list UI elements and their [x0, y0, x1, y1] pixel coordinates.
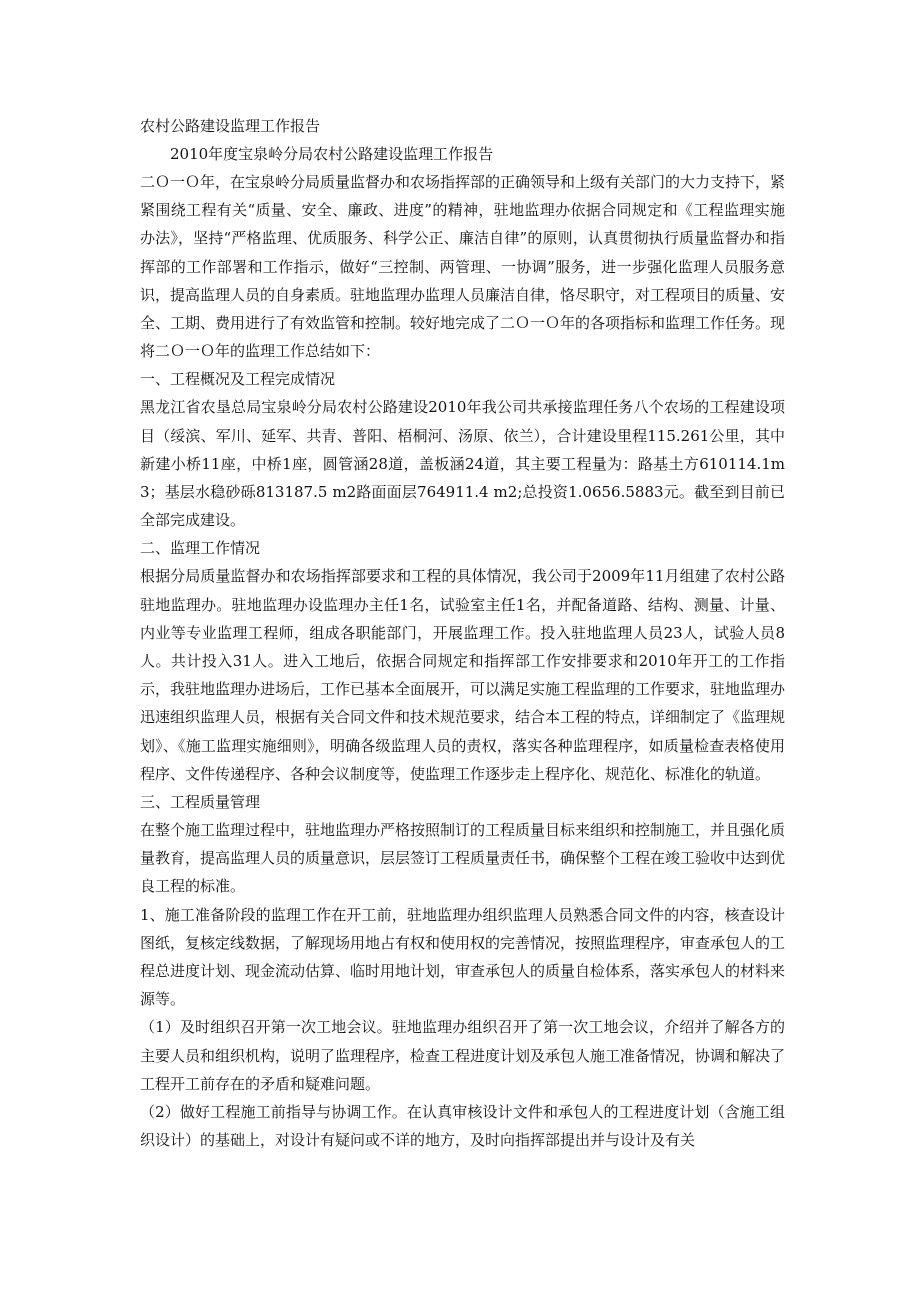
section-body-overview: 黑龙江省农垦总局宝泉岭分局农村公路建设2010年我公司共承接监理任务八个农场的工程建设项目（绥滨、军川、延军、共青、普阳、梧桐河、汤原、依兰），合计建设里程115.261公里，其中新建小桥11座，中桥1座，圆管涵28道，盖板涵24道，其主要工程量为：路基土方610114.1m3；基层水稳砂砾813187.5 m2路面面层764911.4 m2;总投资1.0656.5883元。截至到目前已全部完成建设。 [140, 398, 785, 530]
section-heading-overview: 一、工程概况及工程完成情况 [140, 370, 336, 389]
section-heading-quality: 三、工程质量管理 [140, 793, 261, 812]
list-item-first-meeting: （1）及时组织召开第一次工地会议。驻地监理办组织召开了第一次工地会议，介绍并了解各方的主要人员和组织机构，说明了监理程序，检查工程进度计划及承包人施工准备情况，协调和解决了工程开工前存在的矛盾和疑难问题。 [140, 1018, 786, 1093]
section-body-supervision: 根据分局质量监督办和农场指挥部要求和工程的具体情况，我公司于2009年11月组建了农村公路驻地监理办。驻地监理办设监理办主任1名，试验室主任1名，并配备道路、结构、测量、计量、内业等专业监理工程师，组成各职能部门，开展监理工作。投入驻地监理人员23人，试验人员8人。共计投入31人。进入工地后，依据合同规定和指挥部工作安排要求和2010年开工的工作指示，我驻地监理办进场后，工作已基本全面展开，可以满足实施工程监理的工作要求，驻地监理办迅速组织监理人员，根据有关合同文件和技术规范要求，结合本工程的特点，详细制定了《监理规划》、《施工监理实施细则》，明确各级监理人员的责权，落实各种监理程序，如质量检查表格使用程序、文件传递程序、各种会议制度等，使监理工作逐步走上程序化、规范化、标准化的轨道。 [140, 567, 786, 783]
list-item-preparation: 1、施工准备阶段的监理工作在开工前，驻地监理办组织监理人员熟悉合同文件的内容，核查设计图纸，复核定线数据，了解现场用地占有权和使用权的完善情况，按照监理程序，审查承包人的工程总进度计划、现金流动估算、临时用地计划，审查承包人的质量自检体系，落实承包人的材料来源等。 [140, 905, 786, 1009]
document-page [140, 112, 785, 1155]
section-heading-supervision: 二、监理工作情况 [140, 539, 261, 558]
list-item-guidance: （2）做好工程施工前指导与协调工作。在认真审核设计文件和承包人的工程进度计划（含施工组织设计）的基础上，对设计有疑问或不详的地方，及时向指挥部提出并与设计及有关 [140, 1103, 785, 1150]
document-subtitle: 2010年度宝泉岭分局农村公路建设监理工作报告 [170, 145, 494, 163]
intro-paragraph: 二Ｏ一Ｏ年，在宝泉岭分局质量监督办和农场指挥部的正确领导和上级有关部门的大力支持下，紧紧围绕工程有关“质量、安全、廉政、进度”的精神，驻地监理办依据合同规定和《工程监理实施办法》，坚持“严格监理、优质服务、科学公正、廉洁自律”的原则，认真贯彻执行质量监督办和指挥部的工作部署和工作指示，做好“三控制、两管理、一协调”服务，进一步强化监理人员服务意识，提高监理人员的自身素质。驻地监理办监理人员廉洁自律，恪尽职守，对工程项目的质量、安全、工期、费用进行了有效监管和控制。较好地完成了二Ｏ一Ｏ年的各项指标和监理工作任务。现将二Ｏ一Ｏ年的监理工作总结如下： [140, 173, 786, 361]
section-body-quality: 在整个施工监理过程中，驻地监理办严格按照制订的工程质量目标来组织和控制施工，并且强化质量教育，提高监理人员的质量意识，层层签订工程质量责任书，确保整个工程在竣工验收中达到优良工程的标准。 [140, 821, 786, 896]
document-title: 农村公路建设监理工作报告 [140, 117, 321, 135]
